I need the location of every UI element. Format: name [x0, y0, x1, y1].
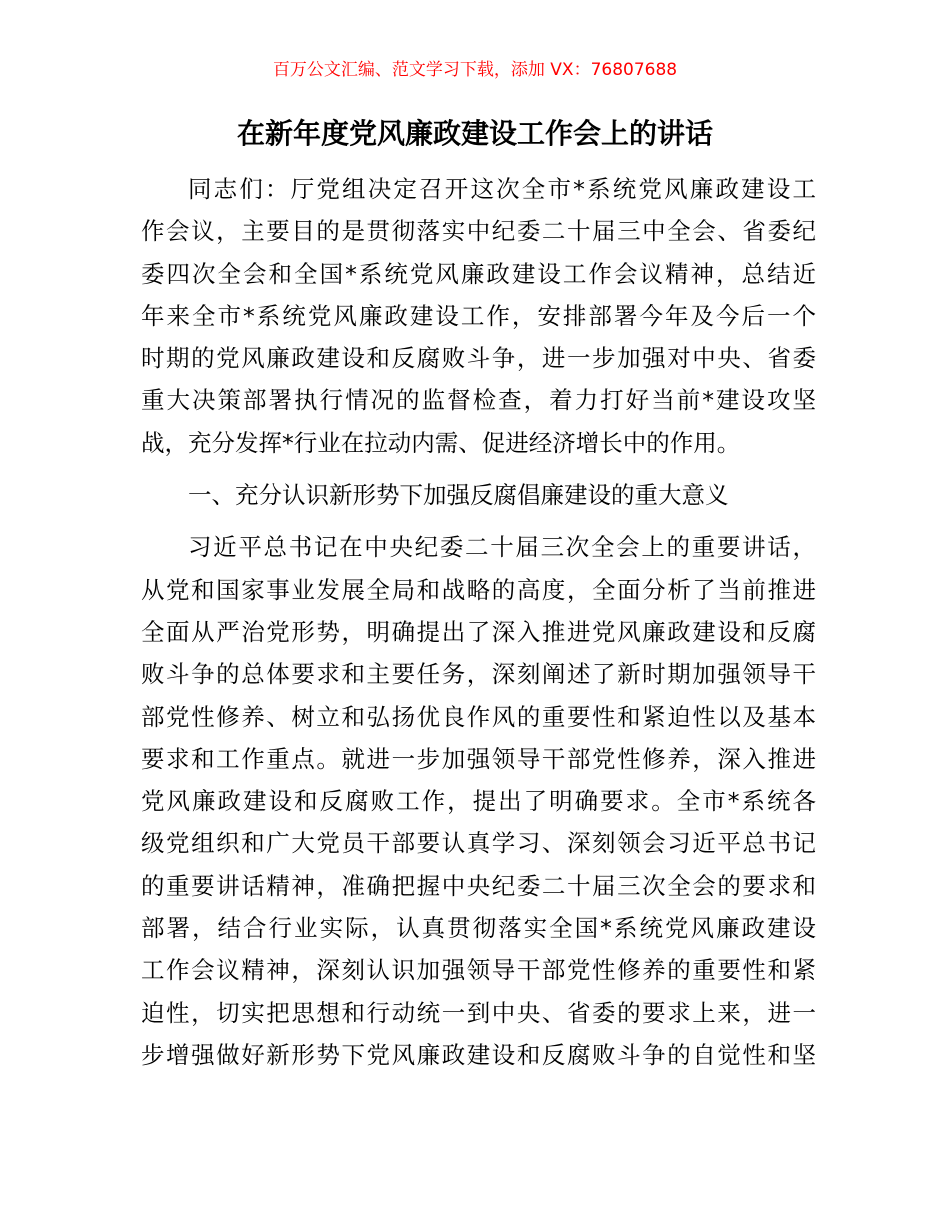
text-line: 时期的党风廉政建设和反腐败斗争，进一步加强对中央、省委	[141, 344, 816, 373]
text-line: 的重要讲话精神，准确把握中央纪委二十届三次全会的要求和	[141, 871, 816, 900]
text-line: 重大决策部署执行情况的监督检查，着力打好当前*建设攻坚	[141, 386, 816, 415]
text-line: 一、充分认识新形势下加强反腐倡廉建设的重大意义	[188, 481, 729, 510]
text-line: 部署，结合行业实际，认真贯彻落实全国*系统党风廉政建设	[141, 914, 816, 943]
text-line: 年来全市*系统党风廉政建设工作，安排部署今年及今后一个	[141, 301, 816, 330]
paragraph-opening	[141, 168, 816, 464]
text-line: 要求和工作重点。就进一步加强领导干部党性修养，深入推进	[141, 744, 816, 773]
document-title: 在新年度党风廉政建设工作会上的讲话	[236, 117, 713, 150]
text-line: 步增强做好新形势下党风廉政建设和反腐败斗争的自觉性和坚	[141, 1040, 816, 1069]
section-heading	[141, 474, 816, 516]
text-line: 迫性，切实把思想和行动统一到中央、省委的要求上来，进一	[141, 998, 816, 1027]
text-line: 委四次全会和全国*系统党风廉政建设工作会议精神，总结近	[141, 259, 816, 288]
watermark-header: 百万公文汇编、范文学习下载，添加 VX：76807688	[272, 60, 678, 80]
text-line: 全面从严治党形势，明确提出了深入推进党风廉政建设和反腐	[141, 617, 816, 646]
text-line: 败斗争的总体要求和主要任务，深刻阐述了新时期加强领导干	[141, 660, 816, 689]
text-line: 部党性修养、树立和弘扬优良作风的重要性和紧迫性以及基本	[141, 702, 816, 731]
text-line: 作会议，主要目的是贯彻落实中纪委二十届三中全会、省委纪	[141, 217, 816, 246]
text-line: 从党和国家事业发展全局和战略的高度，全面分析了当前推进	[141, 575, 816, 604]
document-body	[141, 168, 816, 1076]
text-line: 党风廉政建设和反腐败工作，提出了明确要求。全市*系统各	[141, 787, 816, 816]
text-line: 工作会议精神，深刻认识加强领导干部党性修养的重要性和紧	[141, 956, 816, 985]
text-line: 习近平总书记在中央纪委二十届三次全会上的重要讲话，	[188, 533, 816, 562]
text-line: 战，充分发挥*行业在拉动内需、促进经济增长中的作用。	[141, 428, 741, 457]
text-line: 同志们：厅党组决定召开这次全市*系统党风廉政建设工	[188, 175, 816, 203]
paragraph-body	[141, 526, 816, 1076]
text-line: 级党组织和广大党员干部要认真学习、深刻领会习近平总书记	[141, 829, 816, 858]
